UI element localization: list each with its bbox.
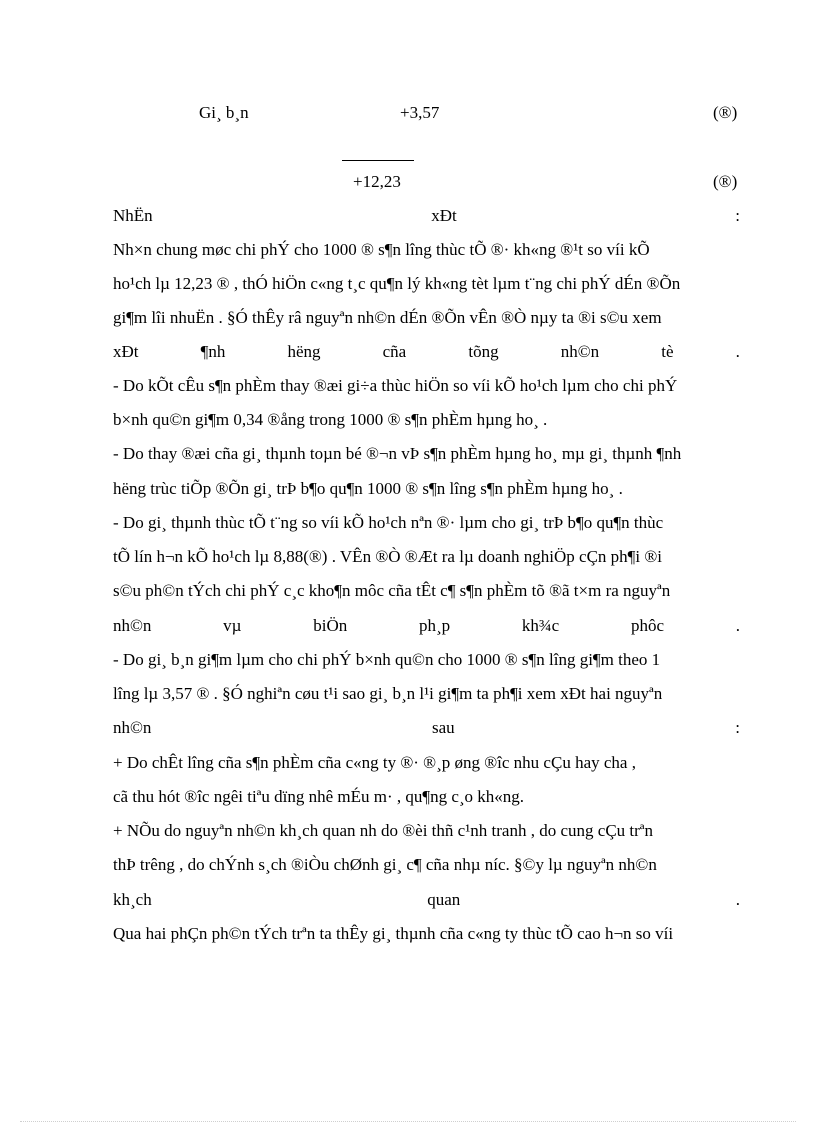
- body-line: + Do chÊt lîng cña s¶n phÈm cña c«ng ty ®· ®¸p øng ®îc nhu cÇu hay cha ,: [113, 753, 636, 772]
- body-line: b×nh qu©n gi¶m 0,34 ®ång trong 1000 ® s¶n phÈm hµng ho¸ .: [113, 410, 548, 429]
- summary-row2-unit: (®): [713, 172, 738, 191]
- word: nh©n: [560, 342, 600, 361]
- word: phôc: [630, 616, 664, 635]
- summary-row1-unit: (®): [713, 103, 738, 122]
- word: sau: [432, 718, 455, 737]
- body-line: - Do kÕt cÊu s¶n phÈm thay ®æi gi÷a thùc hiÖn so víi kÕ ho¹ch lµm cho chi phÝ: [113, 376, 678, 395]
- word: quan: [427, 890, 461, 909]
- summary-row2-value: +12,23: [353, 172, 401, 191]
- body-line: - Do gi¸ b¸n gi¶m lµm cho chi phÝ b×nh qu©n cho 1000 ® s¶n lîng gi¶m theo 1: [113, 650, 661, 669]
- sum-rule: [342, 160, 414, 161]
- body-line: ho¹ch lµ 12,23 ® , thÓ hiÖn c«ng t¸c qu¶n lý kh«ng tèt lµm t¨ng chi phÝ dÉn ®Õn: [113, 274, 681, 293]
- word: ph¸p: [418, 616, 451, 635]
- word: ¶nh: [200, 342, 226, 361]
- body-line: [113, 890, 740, 910]
- body-line: [113, 616, 740, 636]
- word: hëng: [287, 342, 321, 361]
- body-line: tÕ lín h¬n kÕ ho¹ch lµ 8,88(®) . VÊn ®Ò ®Æt ra lµ doanh nghiÖp cÇn ph¶i ®i: [113, 547, 662, 566]
- body-line: hëng trùc tiÕp ®Õn gi¸ trÞ b¶o qu¶n 1000 ® s¶n lîng s¶n phÈm hµng ho¸ .: [113, 479, 623, 498]
- word: .: [735, 616, 740, 635]
- word: tè: [661, 342, 674, 361]
- word: .: [735, 890, 740, 909]
- page-bottom-border: [20, 1121, 796, 1122]
- word: tõng: [468, 342, 499, 361]
- body-line: [113, 718, 740, 738]
- word: biÖn: [313, 616, 348, 635]
- summary-row1-label: Gi¸ b¸n: [199, 103, 249, 122]
- body-line: thÞ trêng , do chÝnh s¸ch ®iÒu chØnh gi¸ c¶ cña nhµ níc. §©y lµ nguyªn nh©n: [113, 855, 657, 874]
- word: nh©n: [113, 718, 152, 737]
- word: kh¾c: [521, 616, 560, 635]
- body-line: - Do gi¸ thµnh thùc tÕ t¨ng so víi kÕ ho¹ch nªn ®· lµm cho gi¸ trÞ b¶o qu¶n thùc: [113, 513, 664, 532]
- heading-word: xÐt: [431, 206, 457, 225]
- body-line: + NÕu do nguyªn nh©n kh¸ch quan nh do ®èi thñ c¹nh tranh , do cung cÇu trªn: [113, 821, 653, 840]
- body-line: Nh×n chung møc chi phÝ cho 1000 ® s¶n lîng thùc tÕ ®· kh«ng ®¹t so víi kÕ: [113, 240, 650, 259]
- body-line: - Do thay ®æi cña gi¸ thµnh toµn bé ®¬n vÞ s¶n phÈm hµng ho¸ mµ gi¸ thµnh ¶nh: [113, 444, 682, 463]
- word: xÐt: [113, 342, 139, 361]
- body-line: s©u ph©n tÝch chi phÝ c¸c kho¶n môc cña tÊt c¶ s¶n phÈm tõ ®ã t×m ra nguyªn: [113, 581, 671, 600]
- body-line: cã thu hót ®îc ngêi tiªu dïng nhê mÉu m· , qu¶ng c¸o kh«ng.: [113, 787, 525, 806]
- word: kh¸ch: [113, 890, 152, 909]
- body-line: lîng lµ 3,57 ® . §Ó nghiªn cøu t¹i sao gi¸ b¸n l¹i gi¶m ta ph¶i xem xÐt hai nguyªn: [113, 684, 663, 703]
- heading-word: NhËn: [113, 206, 153, 225]
- body-line: Qua hai phÇn ph©n tÝch trªn ta thÊy gi¸ thµnh cña c«ng ty thùc tÕ cao h¬n so víi: [113, 924, 674, 943]
- word: vµ: [223, 616, 242, 635]
- body-line: [113, 342, 740, 362]
- word: nh©n: [113, 616, 152, 635]
- word: :: [735, 718, 740, 737]
- word: cña: [382, 342, 407, 361]
- heading-word: :: [735, 206, 740, 225]
- section-heading: [113, 206, 740, 226]
- word: .: [735, 342, 740, 361]
- summary-row1-value: +3,57: [400, 103, 440, 122]
- body-line: gi¶m lîi nhuËn . §Ó thÊy râ nguyªn nh©n dÉn ®Õn vÊn ®Ò nµy ta ®i s©u xem: [113, 308, 662, 327]
